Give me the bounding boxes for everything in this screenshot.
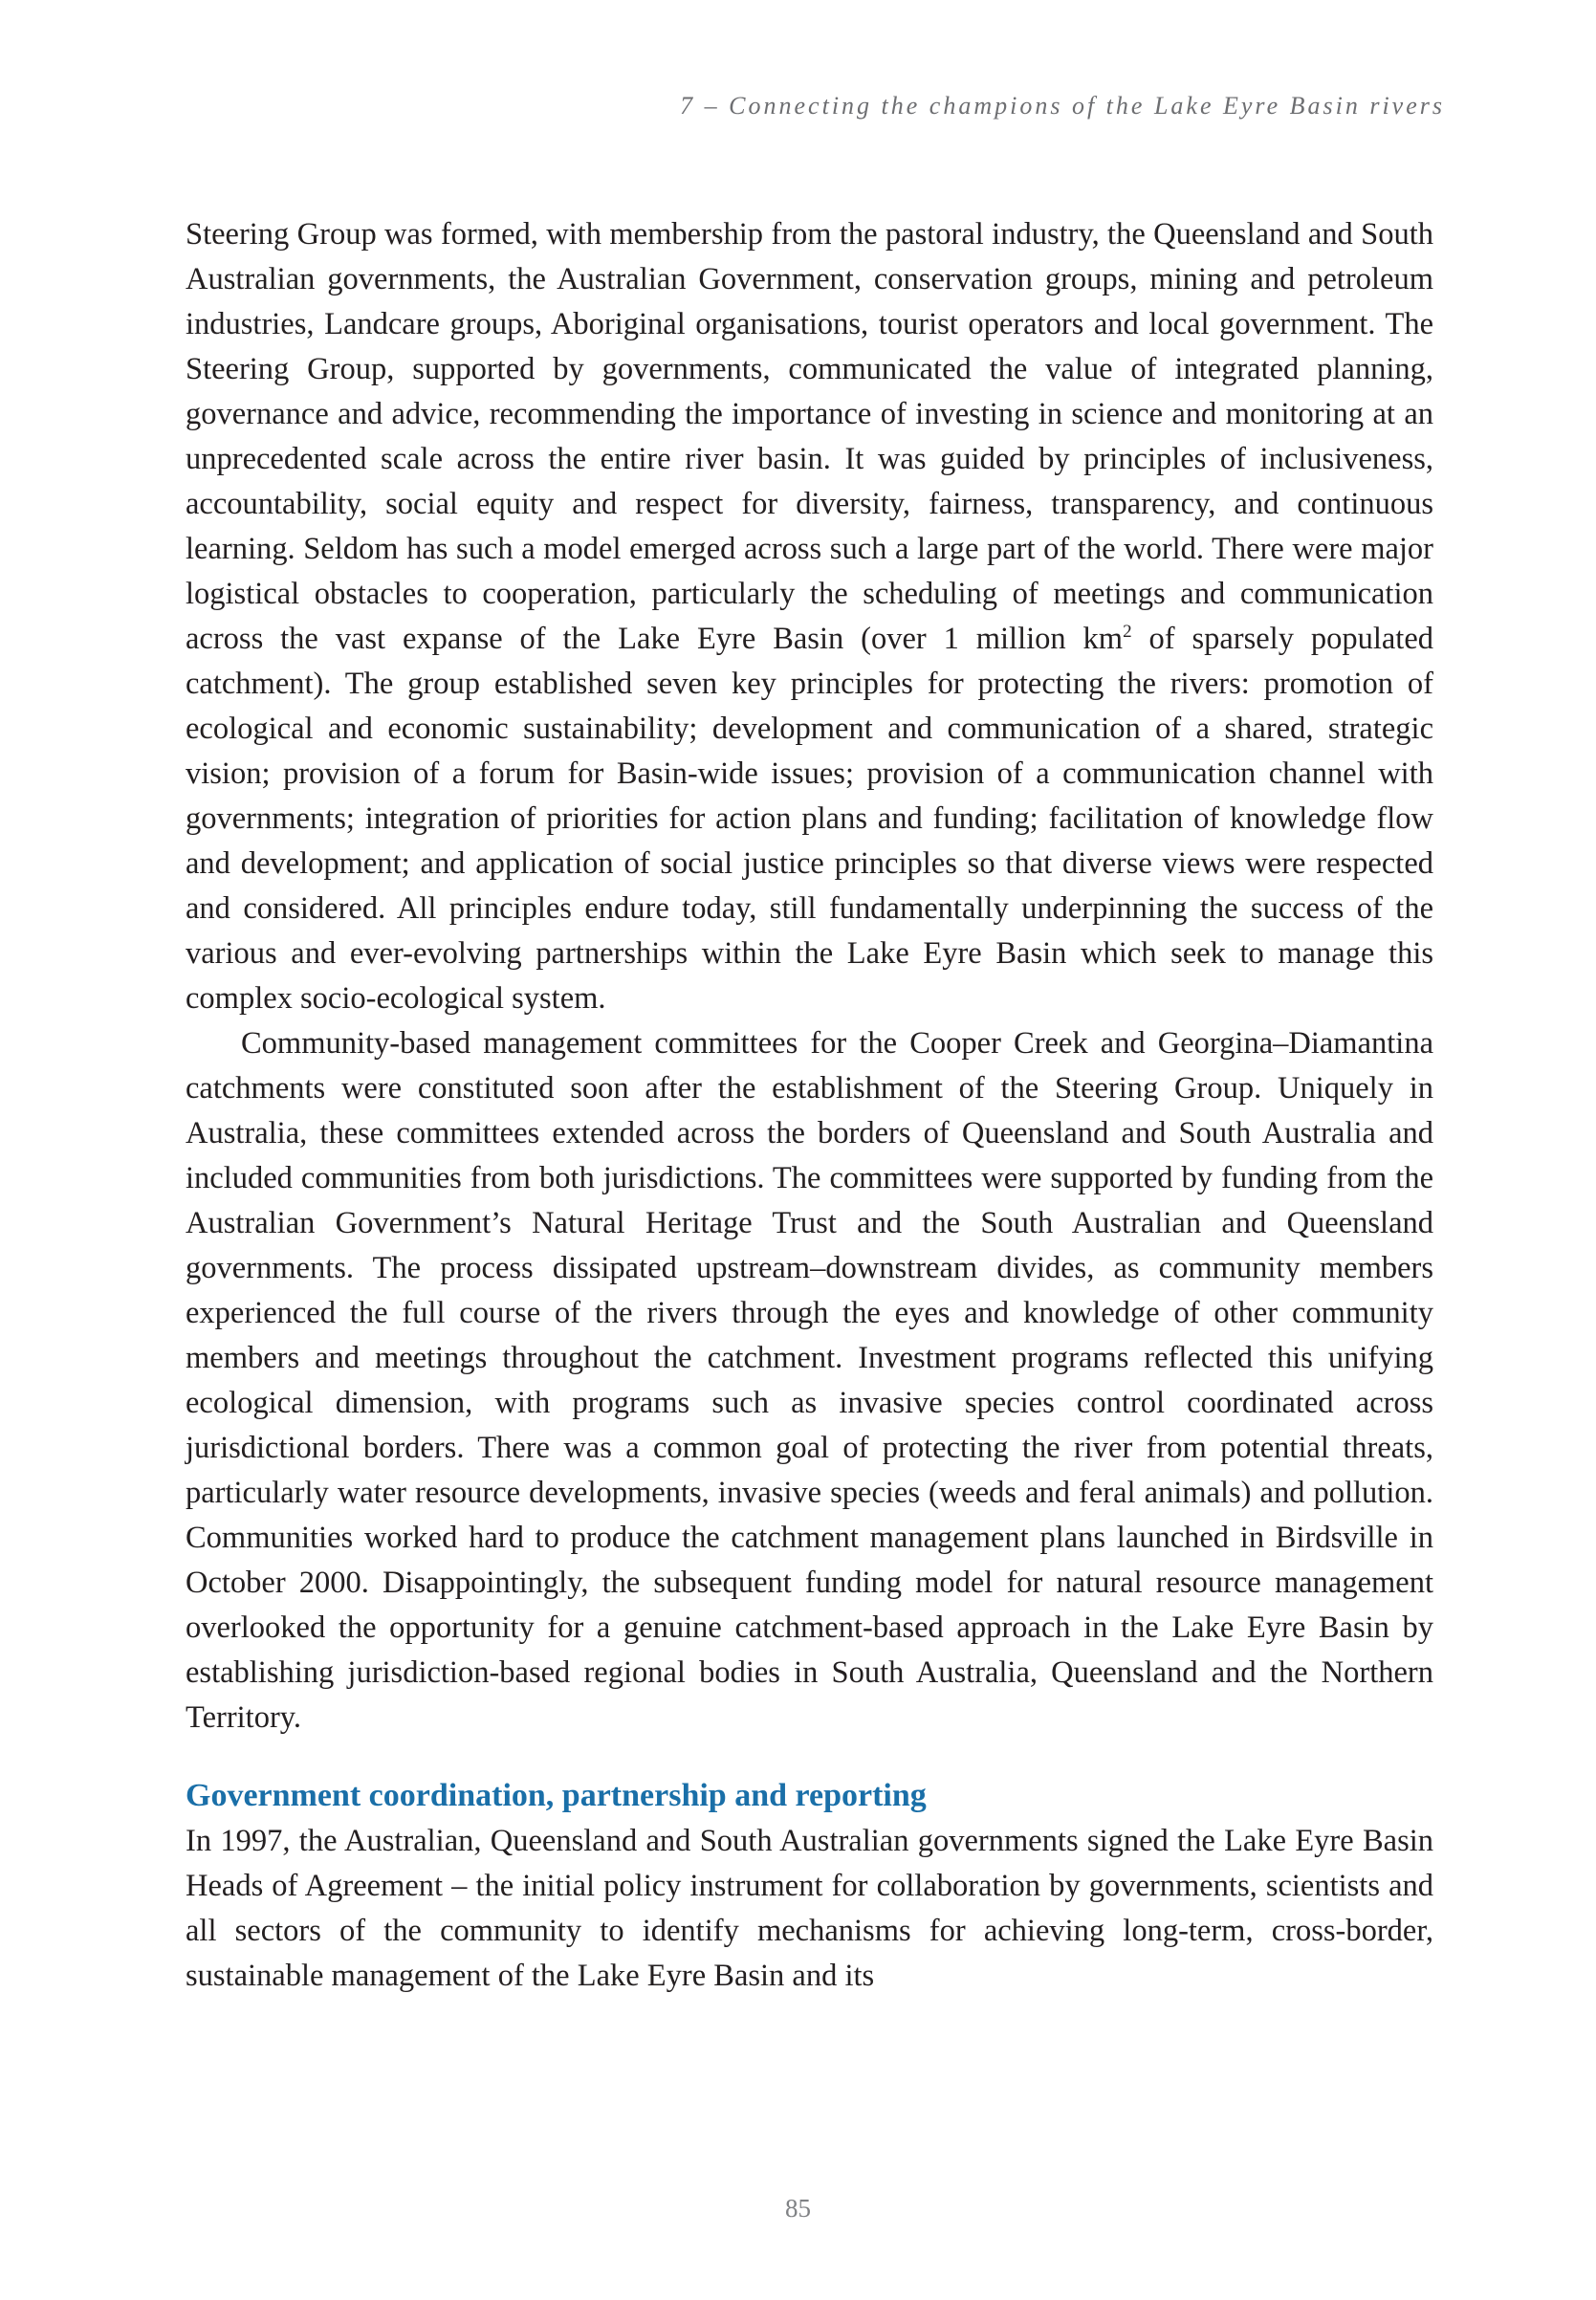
paragraph-committees: Community-based management committees for the Cooper Creek and Georgina–Diamantina catchments were constituted soon after the establishment of the Steering Group. Uniquely in Australia, these committees extended across the borders of Queensland and South Australia and included communities from both jurisdictions. The committees were supported by funding from the Australian Government’s Natural Heritage Trust and the South Australian and Queensland governments. The process dissipated upstream–downstream divides, as community members experienced the full course of the rivers through the eyes and knowledge of other community members and meetings throughout the catchment. Investment programs reflected this unifying ecological dimension, with programs such as invasive species control coordinated across jurisdictional borders. There was a common goal of protecting the river from potential threats, particularly water resource developments, invasive species (weeds and feral animals) and pollution. Communities worked hard to produce the catchment management plans launched in Birdsville in October 2000. Disappointingly, the subsequent funding model for natural resource management overlooked the opportunity for a genuine catchment-based approach in the Lake Eyre Basin by establishing jurisdiction-based regional bodies in South Australia, Queensland and the Northern Territory. [186,1026,1433,1735]
page-body [186,212,1433,1999]
running-header: 7 – Connecting the champions of the Lake Eyre Basin rivers [680,92,1445,120]
paragraph-steering-group [186,212,1433,1021]
paragraph-text: Steering Group was formed, with membership from the pastoral industry, the Queensland and South Australian governments, the Australian Government, conservation groups, mining and petroleum industries, Landcare groups, Aboriginal organisations, tourist operators and local government. The Steering Group, supported by governments, communicated the value of integrated planning, governance and advice, recommending the importance of investing in science and monitoring at an unprecedented scale across the entire river basin. It was guided by principles of inclusiveness, accountability, social equity and respect for diversity, fairness, transparency, and continuous learning. Seldom has such a model emerged across such a large part of the world. There were major logistical obstacles to cooperation, particularly the scheduling of meetings and communication across the vast expanse of the Lake Eyre Basin (over 1 million km [186,217,1433,656]
superscript: 2 [1123,622,1132,643]
paragraph-heads-of-agreement: In 1997, the Australian, Queensland and South Australian governments signed the Lake Eyre Basin Heads of Agreement – the initial policy instrument for collaboration by governments, scientists and all sectors of the community to identify mechanisms for achieving long-term, cross-border, sustainable management of the Lake Eyre Basin and its [186,1824,1433,1993]
section-heading: Government coordination, partnership and reporting [186,1778,927,1813]
page-number: 85 [785,2194,811,2223]
paragraph-text: of sparsely populated catchment). The group established seven key principles for protecting the rivers: promotion of ecological and economic sustainability; development and communication of a shared, strategic vision; provision of a forum for Basin-wide issues; provision of a communication channel with governments; integration of priorities for action plans and funding; facilitation of knowledge flow and development; and application of social justice principles so that diverse views were respected and considered. All principles endure today, still fundamentally underpinning the success of the various and ever-evolving partnerships within the Lake Eyre Basin which seek to manage this complex socio-ecological system. [186,622,1433,1016]
